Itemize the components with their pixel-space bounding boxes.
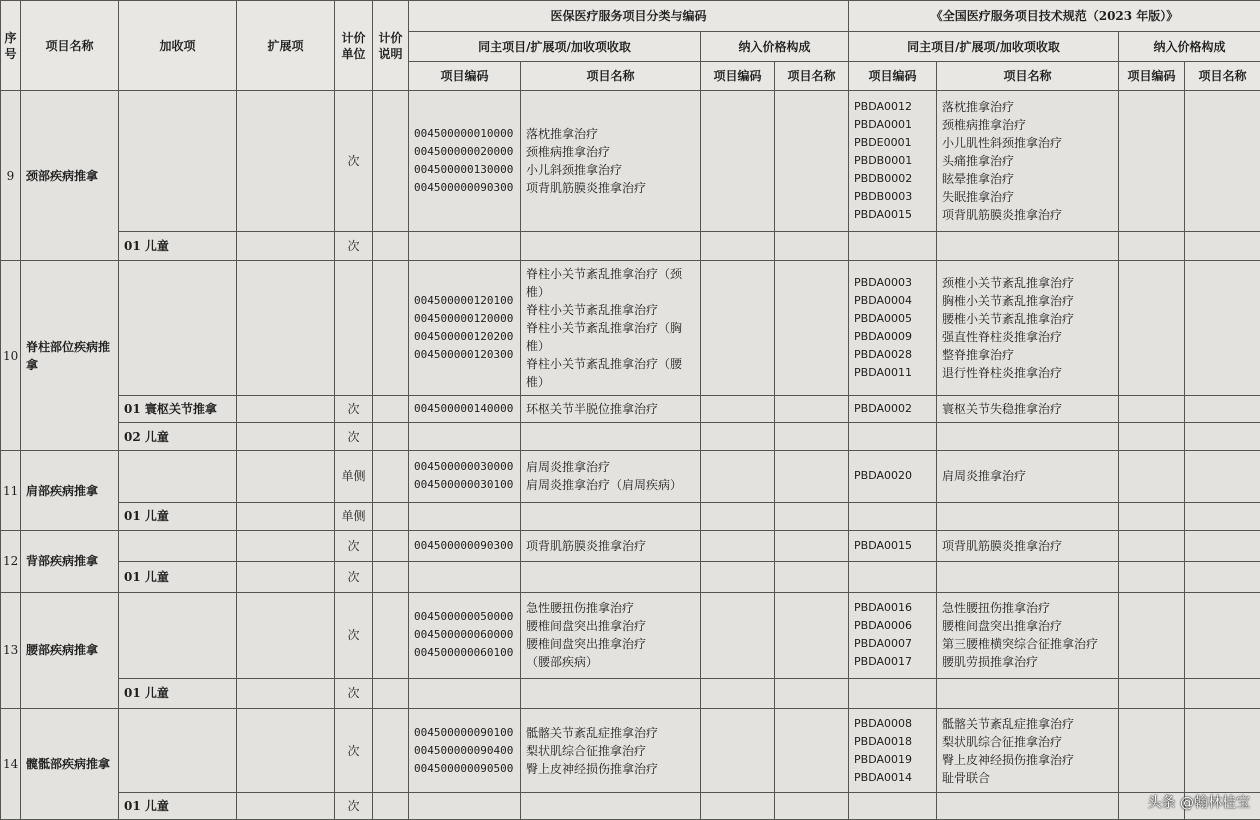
spec-code: PBDB0002 xyxy=(854,172,913,186)
med-name: 脊柱小关节紊乱推拿治疗（胸椎） xyxy=(526,321,683,354)
row-unit: 次 xyxy=(335,709,373,793)
med-code: 004500000090300 xyxy=(414,181,514,195)
row-addon: 01 儿童 xyxy=(119,793,237,820)
spec-code: PBDA0002 xyxy=(849,396,937,423)
med-code: 004500000010000 xyxy=(414,127,514,141)
header-item-name: 项目名称 xyxy=(21,1,119,91)
spec-name: 寰枢关节失稳推拿治疗 xyxy=(937,396,1119,423)
med-code: 004500000030100 xyxy=(414,478,514,492)
spec-name: 肩周炎推拿治疗 xyxy=(937,451,1119,502)
row-unit: 次 xyxy=(335,678,373,709)
med-code: 004500000140000 xyxy=(409,396,521,423)
spec-name: 强直性脊柱炎推拿治疗 xyxy=(942,330,1063,345)
row-unit: 次 xyxy=(335,561,373,592)
spec-name-cell xyxy=(937,592,1119,678)
spec-code: PBDA0028 xyxy=(854,348,912,362)
med-code: 004500000090300 xyxy=(409,531,521,562)
spec-name: 第三腰椎横突综合征推拿治疗 xyxy=(942,637,1099,652)
row-addon: 01 寰枢关节推拿 xyxy=(119,396,237,423)
spec-code: PBDA0018 xyxy=(854,734,912,748)
med-code: 004500000090500 xyxy=(414,761,514,775)
med-name: 肩周炎推拿治疗（肩周疾病） xyxy=(526,478,683,493)
row-addon: 01 儿童 xyxy=(119,678,237,709)
header-note: 计价说明 xyxy=(373,1,409,91)
med-code-cell xyxy=(409,91,521,232)
spec-code: PBDA0001 xyxy=(854,118,912,132)
row-item-name: 腰部疾病推拿 xyxy=(21,592,119,709)
spec-name: 耻骨联合 xyxy=(942,770,991,785)
spec-code: PBDA0006 xyxy=(854,619,912,633)
med-code: 004500000060000 xyxy=(414,628,514,642)
spec-code: PBDA0009 xyxy=(854,330,912,344)
row-item-name: 颈部疾病推拿 xyxy=(21,91,119,261)
med-name: 腰椎间盘突出推拿治疗 xyxy=(526,637,647,652)
table-row xyxy=(1,678,1260,709)
med-name: 急性腰扭伤推拿治疗 xyxy=(526,601,635,616)
med-name: 脊柱小关节紊乱推拿治疗 xyxy=(526,303,659,318)
spec-code: PBDA0007 xyxy=(854,637,912,651)
spec-code: PBDA0020 xyxy=(849,451,937,502)
spec-code: PBDA0014 xyxy=(854,770,912,784)
med-code-cell xyxy=(409,709,521,793)
header-unit: 计价单位 xyxy=(335,1,373,91)
spec-code: PBDA0008 xyxy=(854,716,912,730)
header-med-pc-code: 项目编码 xyxy=(701,62,775,91)
header-seq: 序号 xyxy=(1,1,21,91)
header-spec-same-main: 同主项目/扩展项/加收项收取 xyxy=(849,31,1119,62)
spec-code: PBDA0005 xyxy=(854,312,912,326)
med-name: 环枢关节半脱位推拿治疗 xyxy=(521,396,701,423)
spec-name: 腰椎小关节紊乱推拿治疗 xyxy=(942,312,1075,327)
med-name: 梨状肌综合征推拿治疗 xyxy=(526,743,647,758)
row-seq: 14 xyxy=(1,709,21,820)
med-code: 004500000090100 xyxy=(414,725,514,739)
spec-name: 头痛推拿治疗 xyxy=(942,154,1015,169)
med-name-cell xyxy=(521,709,701,793)
spec-name: 颈椎病推拿治疗 xyxy=(942,118,1027,133)
spec-name: 腰椎间盘突出推拿治疗 xyxy=(942,619,1063,634)
med-code: 004500000120200 xyxy=(414,330,514,344)
spec-name: 臀上皮神经损伤推拿治疗 xyxy=(942,752,1075,767)
header-medical-title: 医保医疗服务项目分类与编码 xyxy=(409,1,849,32)
row-addon: 02 儿童 xyxy=(119,422,237,451)
header-spec-price-comp: 纳入价格构成 xyxy=(1119,31,1260,62)
table-row xyxy=(1,260,1260,395)
spec-name: 项背肌筋膜炎推拿治疗 xyxy=(937,531,1119,562)
row-seq: 9 xyxy=(1,91,21,261)
med-code: 004500000060100 xyxy=(414,646,514,660)
med-code: 004500000120300 xyxy=(414,348,514,362)
table-row xyxy=(1,709,1260,793)
med-code: 004500000120100 xyxy=(414,294,514,308)
med-name: 肩周炎推拿治疗 xyxy=(526,460,611,475)
row-unit: 单侧 xyxy=(335,451,373,502)
spec-code: PBDA0011 xyxy=(854,366,912,380)
row-item-name: 肩部疾病推拿 xyxy=(21,451,119,531)
table-row xyxy=(1,592,1260,678)
header-spec-pc-name: 项目名称 xyxy=(1185,62,1260,91)
row-unit xyxy=(335,260,373,395)
row-addon: 01 儿童 xyxy=(119,232,237,261)
header-med-code: 项目编码 xyxy=(409,62,521,91)
table-row xyxy=(1,502,1260,531)
table-row xyxy=(1,422,1260,451)
row-unit: 次 xyxy=(335,531,373,562)
med-name: （腰部疾病） xyxy=(526,655,599,670)
spec-name: 退行性脊柱炎推拿治疗 xyxy=(942,366,1063,381)
table-row xyxy=(1,561,1260,592)
header-med-pc-name: 项目名称 xyxy=(775,62,849,91)
spec-code: PBDB0001 xyxy=(854,154,913,168)
header-spec-title: 《全国医疗服务项目技术规范（2023 年版）》 xyxy=(849,1,1260,32)
spec-code: PBDA0012 xyxy=(854,100,912,114)
spec-code: PBDA0016 xyxy=(854,601,912,615)
row-item-name: 脊柱部位疾病推拿 xyxy=(21,260,119,450)
row-addon: 01 儿童 xyxy=(119,502,237,531)
med-name: 小儿斜颈推拿治疗 xyxy=(526,163,623,178)
spec-name: 整脊推拿治疗 xyxy=(942,348,1015,363)
med-name-cell xyxy=(521,91,701,232)
med-name: 臀上皮神经损伤推拿治疗 xyxy=(526,761,659,776)
spec-name: 腰肌劳损推拿治疗 xyxy=(942,655,1039,670)
med-code: 004500000120000 xyxy=(414,312,514,326)
med-name-cell xyxy=(521,451,701,502)
spec-code-cell xyxy=(849,91,937,232)
row-unit: 单侧 xyxy=(335,502,373,531)
med-code: 004500000090400 xyxy=(414,743,514,757)
spec-code: PBDA0015 xyxy=(854,208,912,222)
spec-name: 骶髂关节紊乱症推拿治疗 xyxy=(942,716,1075,731)
spec-name: 胸椎小关节紊乱推拿治疗 xyxy=(942,294,1075,309)
header-med-same-main: 同主项目/扩展项/加收项收取 xyxy=(409,31,701,62)
spec-code-cell xyxy=(849,260,937,395)
spec-name-cell xyxy=(937,260,1119,395)
table-row xyxy=(1,531,1260,562)
spec-code: PBDA0015 xyxy=(849,531,937,562)
row-unit: 次 xyxy=(335,396,373,423)
spec-name-cell xyxy=(937,91,1119,232)
row-unit: 次 xyxy=(335,232,373,261)
spec-code: PBDA0019 xyxy=(854,752,912,766)
row-unit: 次 xyxy=(335,592,373,678)
spec-name: 失眠推拿治疗 xyxy=(942,190,1015,205)
med-name: 项背肌筋膜炎推拿治疗 xyxy=(521,531,701,562)
med-name-cell xyxy=(521,592,701,678)
row-unit: 次 xyxy=(335,422,373,451)
spec-name-cell xyxy=(937,709,1119,793)
spec-code: PBDE0001 xyxy=(854,136,912,150)
spec-code-cell xyxy=(849,709,937,793)
spec-name: 落枕推拿治疗 xyxy=(942,100,1015,115)
med-code: 004500000050000 xyxy=(414,610,514,624)
row-item-name: 髋骶部疾病推拿 xyxy=(21,709,119,820)
row-item-name: 背部疾病推拿 xyxy=(21,531,119,592)
row-seq: 11 xyxy=(1,451,21,531)
spec-name: 小儿肌性斜颈推拿治疗 xyxy=(942,136,1063,151)
header-spec-name: 项目名称 xyxy=(937,62,1119,91)
med-name: 颈椎病推拿治疗 xyxy=(526,145,611,160)
med-name: 腰椎间盘突出推拿治疗 xyxy=(526,619,647,634)
table-row xyxy=(1,91,1260,232)
table-row xyxy=(1,232,1260,261)
spec-name: 颈椎小关节紊乱推拿治疗 xyxy=(942,276,1075,291)
table-row xyxy=(1,793,1260,820)
spec-code: PBDB0003 xyxy=(854,190,913,204)
header-extension: 扩展项 xyxy=(237,1,335,91)
med-name: 落枕推拿治疗 xyxy=(526,127,599,142)
header-spec-pc-code: 项目编码 xyxy=(1119,62,1185,91)
med-code: 004500000020000 xyxy=(414,145,514,159)
row-seq: 12 xyxy=(1,531,21,592)
header-med-name: 项目名称 xyxy=(521,62,701,91)
spec-name: 项背肌筋膜炎推拿治疗 xyxy=(942,208,1063,223)
row-seq: 13 xyxy=(1,592,21,709)
spec-name: 梨状肌综合征推拿治疗 xyxy=(942,734,1063,749)
med-name: 脊柱小关节紊乱推拿治疗（颈椎） xyxy=(526,267,683,300)
watermark-credit: 头条 @翰林桂宝 xyxy=(1147,795,1250,811)
med-code: 004500000030000 xyxy=(414,460,514,474)
spec-name: 急性腰扭伤推拿治疗 xyxy=(942,601,1051,616)
row-unit: 次 xyxy=(335,793,373,820)
med-code-cell xyxy=(409,260,521,395)
spec-code: PBDA0003 xyxy=(854,276,912,290)
header-med-price-comp: 纳入价格构成 xyxy=(701,31,849,62)
med-name: 骶髂关节紊乱症推拿治疗 xyxy=(526,725,659,740)
spec-code: PBDA0017 xyxy=(854,655,912,669)
row-seq: 10 xyxy=(1,260,21,450)
row-addon: 01 儿童 xyxy=(119,561,237,592)
table-row xyxy=(1,451,1260,502)
med-name-cell xyxy=(521,260,701,395)
med-name: 项背肌筋膜炎推拿治疗 xyxy=(526,181,647,196)
row-unit: 次 xyxy=(335,91,373,232)
spec-code: PBDA0004 xyxy=(854,294,912,308)
med-name: 脊柱小关节紊乱推拿治疗（腰椎） xyxy=(526,357,683,390)
header-spec-code: 项目编码 xyxy=(849,62,937,91)
med-code: 004500000130000 xyxy=(414,163,514,177)
header-addon: 加收项 xyxy=(119,1,237,91)
spec-name: 眩晕推拿治疗 xyxy=(942,172,1015,187)
med-code-cell xyxy=(409,592,521,678)
spec-code-cell xyxy=(849,592,937,678)
table-row xyxy=(1,396,1260,423)
med-code-cell xyxy=(409,451,521,502)
